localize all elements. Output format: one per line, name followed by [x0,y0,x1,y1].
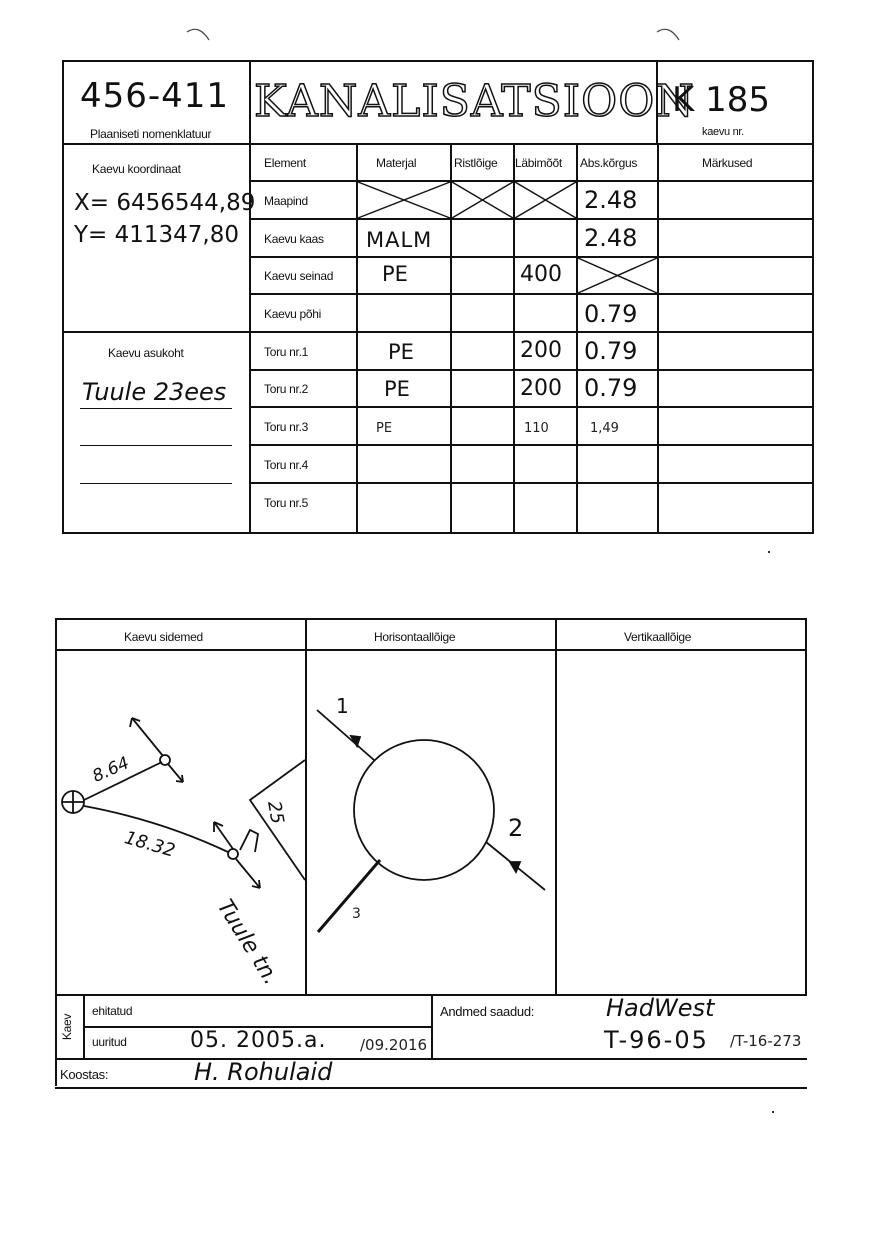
cell-abs: 0.79 [584,374,638,402]
data-from-value: HadWest [606,994,715,1022]
sketch-col-title: Kaevu sidemed [124,630,203,644]
data-code-typed: /T-16-273 [730,1032,802,1050]
tie-distance: 18.32 [122,827,178,862]
surveyed-date-typed: /09.2016 [360,1036,428,1054]
page-title: KANALISATSIOON [254,76,695,127]
col-header-markused: Märkused [702,156,753,170]
pipe-number: 1 [336,694,349,718]
data-code: T-96-05 [604,1026,709,1054]
row-label: Toru nr.4 [264,458,308,472]
col-header-abs: Abs.kõrgus [580,156,638,170]
location-value: Tuule 23ees [82,378,227,406]
cell-labimoot: 200 [520,338,562,363]
cell-abs: 2.48 [584,224,638,252]
cell-abs: 1,49 [590,421,619,436]
surveyed-label: uuritud [92,1035,127,1049]
row-label: Toru nr.2 [264,382,308,396]
location-label: Kaevu asukoht [108,346,184,360]
sketch-col-title: Horisontaallõige [374,630,456,644]
row-label: Toru nr.5 [264,496,308,510]
cell-materjal: MALM [366,228,433,252]
cell-abs: 0.79 [584,300,638,328]
built-label: ehitatud [92,1004,133,1018]
surveyed-date: 05. 2005.a. [190,1028,327,1053]
street-label: Tuule tn. [211,895,284,990]
cell-labimoot: 200 [520,376,562,401]
compiled-label: Koostas: [60,1067,109,1082]
col-header-ristloige: Ristlõige [454,156,498,170]
cell-materjal: PE [382,262,408,286]
cell-materjal: PE [388,340,414,364]
pipe-number: 3 [352,906,361,922]
well-number-label: kaevu nr. [702,126,744,138]
footer-side-label: Kaev [60,1013,75,1041]
row-label: Kaevu põhi [264,307,322,321]
well-number: K 185 [672,80,770,120]
col-header-labimoot: Läbimõõt [515,156,562,170]
sketch-col-title: Vertikaallõige [624,630,692,644]
col-header-element: Element [264,156,306,170]
cell-materjal: PE [376,421,393,436]
tie-distance: 8.64 [89,753,133,787]
cell-labimoot: 110 [524,421,549,436]
plan-number-label: Plaaniseti nomenklatuur [90,127,212,141]
coordinate-y: Y= 411347,80 [74,222,240,248]
cell-labimoot: 400 [520,262,562,287]
pipe-number: 2 [508,814,524,842]
cell-abs: 0.79 [584,337,638,365]
coordinates-label: Kaevu koordinaat [92,162,181,176]
tie-distance: 25 [263,799,288,826]
data-from-label: Andmed saadud: [440,1004,535,1019]
row-label: Toru nr.3 [264,420,308,434]
speck [772,1111,774,1113]
row-label: Maapind [264,194,308,208]
compiled-value: H. Rohulaid [194,1058,333,1086]
row-label: Kaevu seinad [264,269,334,283]
row-label: Toru nr.1 [264,345,308,359]
cell-materjal: PE [384,377,410,401]
cell-abs: 2.48 [584,186,638,214]
plan-number: 456-411 [80,76,230,116]
col-header-materjal: Materjal [376,156,417,170]
row-label: Kaevu kaas [264,232,324,246]
coordinate-x: X= 6456544,89 [74,190,256,216]
